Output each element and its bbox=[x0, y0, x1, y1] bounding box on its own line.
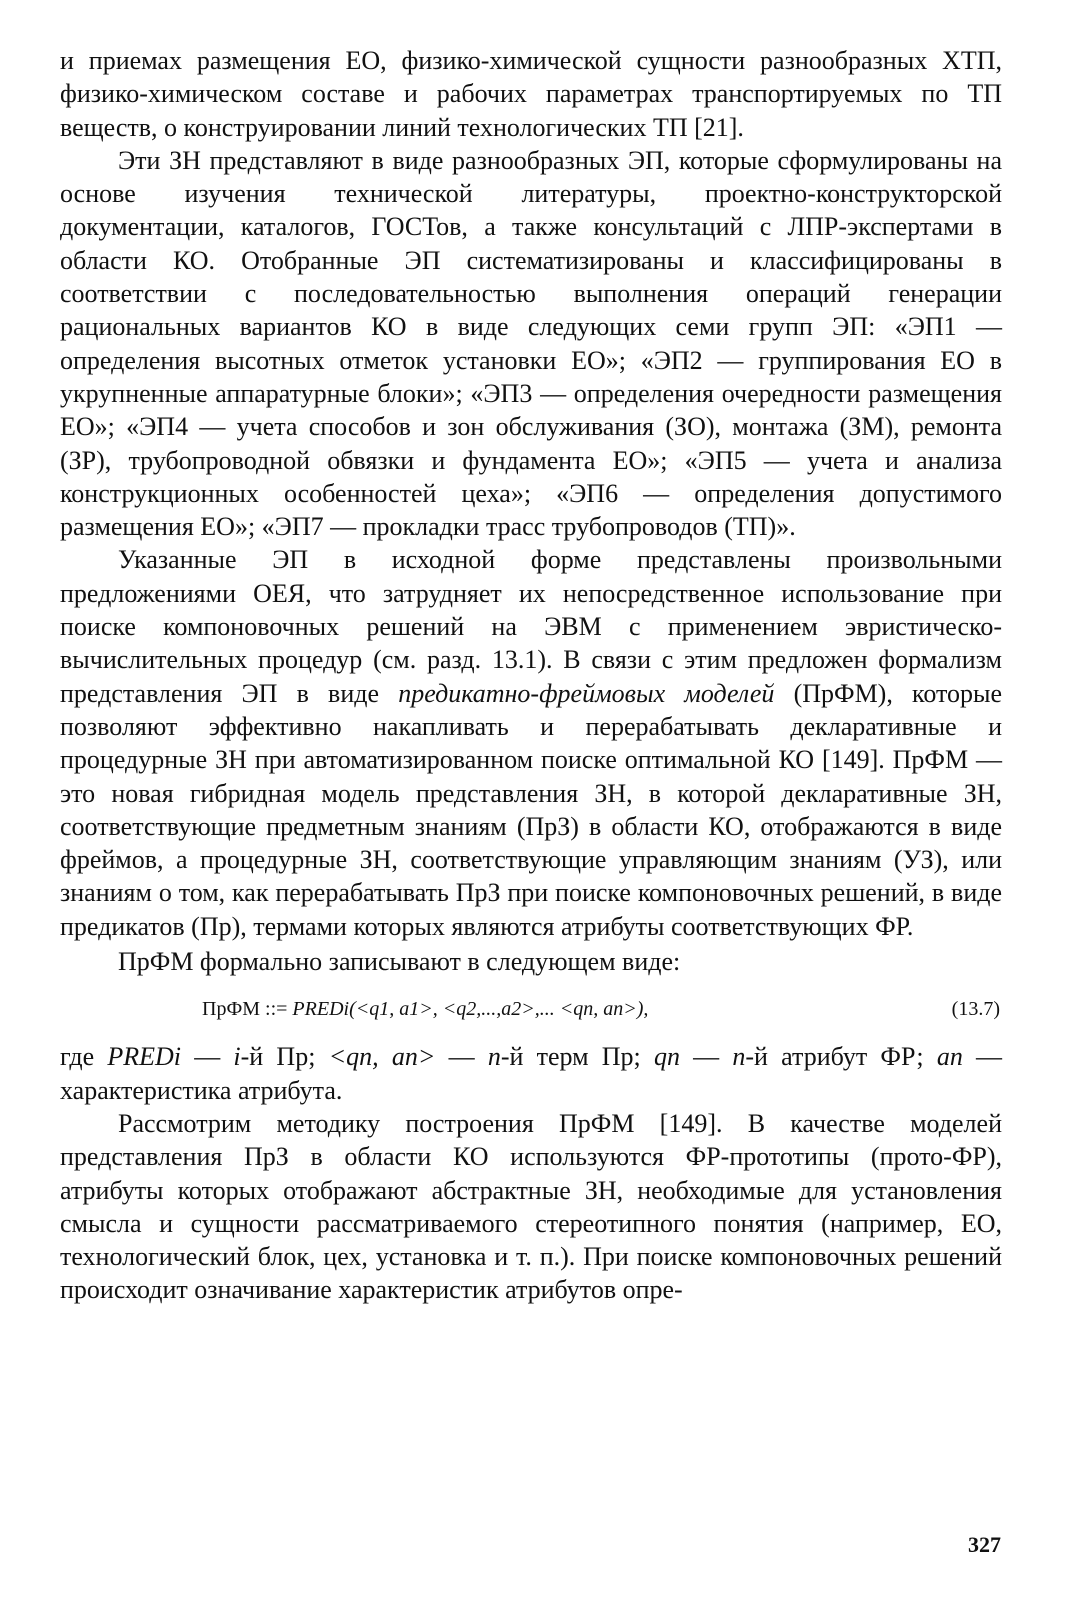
where-text-2: PREDi bbox=[107, 1042, 181, 1072]
paragraph-5: Рассмотрим методику построения ПрФМ [149]. В качестве моделей представления ПрЗ в области КО используются ФР-прототипы (прото-ФР), атрибуты которых отображают абстрактные ЗН, необходимые для установления смысла и сущности рассматриваемого стереотипного понятия (например, ЕО, технологический блок, цех, установка и т. п.). При поиске компоновочных решений происходит означивание характеристик атрибутов опре- bbox=[60, 1108, 1002, 1305]
paragraph-3-italic-term: предикатно-фреймовых моделей bbox=[398, 678, 775, 708]
where-text-9: -й терм Пр; bbox=[500, 1042, 654, 1072]
where-text-14: an bbox=[936, 1042, 963, 1072]
where-text-11: — bbox=[679, 1042, 733, 1072]
paragraph-1: и приемах размещения ЕО, физико-химической сущности разнообразных ХТП, физико-химическом составе и рабочих параметрах транспортируемых по ТП веществ, о конструировании линий технологических ТП [21]. bbox=[60, 46, 1002, 142]
body-text bbox=[60, 44, 1002, 1307]
formula-13-7 bbox=[60, 992, 1002, 1026]
formula-pred: PREDi bbox=[292, 998, 350, 1021]
where-text-15: — характеристика атрибута. bbox=[60, 1042, 1003, 1105]
where-text-7: — bbox=[435, 1042, 488, 1072]
where-clause bbox=[60, 1040, 1002, 1107]
where-text-10: qn bbox=[653, 1042, 680, 1072]
where-text-13: -й атрибут ФР; bbox=[745, 1042, 924, 1072]
paragraph-4: ПрФМ формально записывают в следующем виде: bbox=[118, 947, 681, 977]
formula-lhs: ПрФМ ::= bbox=[202, 998, 293, 1021]
where-text-6: <qn, an> bbox=[328, 1042, 436, 1072]
where-text-5: -й Пр; bbox=[240, 1042, 329, 1072]
where-text-3: — bbox=[181, 1042, 234, 1072]
formula-args: (<q1, a1>, <q2,...,a2>,... <qn, an>), bbox=[349, 998, 649, 1021]
paragraph-3 bbox=[60, 543, 1002, 943]
formula-number: (13.7) bbox=[951, 998, 1000, 1021]
paragraph-3-text-b: (ПрФМ), которые позволяют эффективно накапливать и перерабатывать декларативные и процедурные ЗН при автоматизированном поиске оптимальной КО [149]. ПрФМ — это новая гибридная модель представления ЗН, в которой декларативные ЗН, соответствующие предметным знаниям (ПрЗ) в области КО, отображаются в виде фреймов, а процедурные ЗН, соответствующие управляющим знаниям (УЗ), или знаниям о том, как перерабатывать ПрЗ при поиске компоновочных решений, в виде предикатов (Пр), термами которых являются атрибуты соответствующих ФР. bbox=[60, 678, 1003, 941]
formula-body bbox=[60, 992, 648, 1026]
paragraph-3-text-a: Указанные ЭП в исходной форме представлены произвольными предложениями ОЕЯ, что затрудняет их непосредственное использование при поиске компоновочных решений на ЭВМ с применением эвристическо-вычислительных процедур (см. разд. 13.1). В связи с этим предложен формализм представления ЭП в виде bbox=[60, 545, 1002, 708]
where-text-4: i bbox=[233, 1042, 241, 1072]
where-text-1: где bbox=[60, 1042, 108, 1072]
where-text-8: n bbox=[487, 1042, 501, 1072]
page-number: 327 bbox=[968, 1532, 1001, 1557]
where-text-12: n bbox=[732, 1042, 746, 1072]
paragraph-2: Эти ЗН представляют в виде разнообразных ЭП, которые сформулированы на основе изучения технической литературы, проектно-конструкторской документации, каталогов, ГОСТов, а также консультаций с ЛПР-экспертами в области КО. Отобранные ЭП систематизированы и классифицированы в соответствии с последовательностью выполнения операций генерации рациональных вариантов КО в виде следующих семи групп ЭП: «ЭП1 — определения высотных отметок установки ЕО»; «ЭП2 — группирования ЕО в укрупненные аппаратурные блоки»; «ЭП3 — определения очередности размещения ЕО»; «ЭП4 — учета способов и зон обслуживания (ЗО), монтажа (ЗМ), ремонта (ЗР), трубопроводной обвязки и фундамента ЕО»; «ЭП5 — учета и анализа конструкционных особенностей цеха»; «ЭП6 — определения допустимого размещения ЕО»; «ЭП7 — прокладки трасс трубопроводов (ТП)». bbox=[60, 145, 1002, 542]
